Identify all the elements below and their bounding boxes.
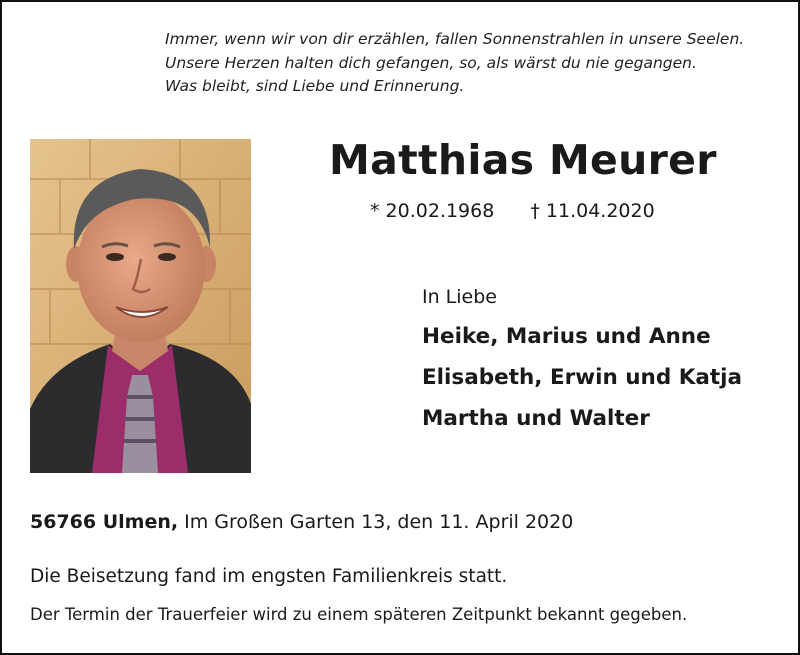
address-rest: Im Großen Garten 13, den 11. April 2020: [178, 511, 574, 533]
mourners-family-2: Elisabeth, Erwin und Katja: [422, 365, 743, 390]
portrait-photo: [30, 139, 251, 473]
death-date: † 11.04.2020: [530, 200, 655, 222]
mourners-family-1: Heike, Marius und Anne: [422, 324, 711, 349]
address-line: [30, 511, 573, 533]
mourners-family-3: Martha und Walter: [422, 406, 650, 431]
poem-line-2: Unsere Herzen halten dich gefangen, so, als wärst du nie gegangen.: [165, 53, 697, 72]
mourners-section: [422, 286, 742, 439]
poem-line-1: Immer, wenn wir von dir erzählen, fallen Sonnenstrahlen in unsere Seelen.: [165, 30, 745, 48]
burial-note: Die Beisetzung fand im engsten Familienkreis statt.: [30, 566, 508, 587]
birth-date: * 20.02.1968: [370, 200, 495, 222]
address-place: 56766 Ulmen,: [30, 511, 179, 533]
life-dates: [370, 200, 655, 222]
poem-verse: [165, 28, 744, 99]
deceased-name: Matthias Meurer: [329, 136, 717, 184]
poem-line-3: Was bleibt, sind Liebe und Erinnerung.: [165, 77, 465, 95]
mourners-intro: In Liebe: [422, 286, 497, 308]
service-note: Der Termin der Trauerfeier wird zu einem späteren Zeitpunkt bekannt gegeben.: [30, 605, 688, 624]
